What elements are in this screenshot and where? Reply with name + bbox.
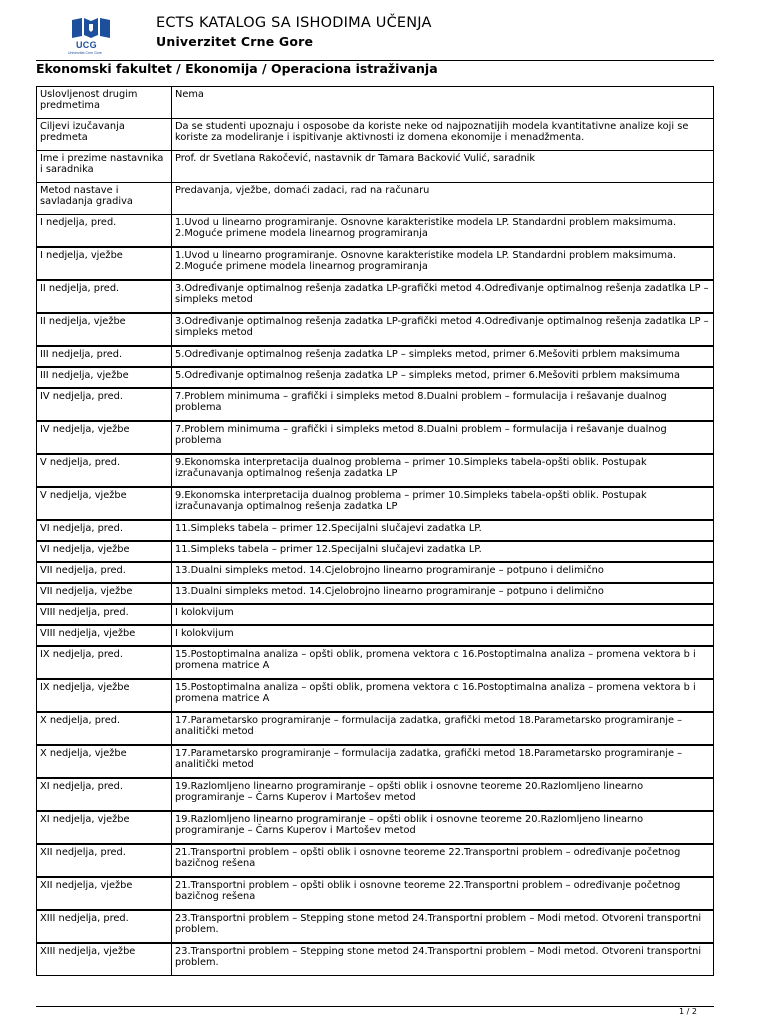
table-row [37,119,714,151]
row-value: 1.Uvod u linearno programiranje. Osnovne karakteristike modela LP. Standardni problem maksimuma. 2.Moguće primene modela linearnog programiranja [172,215,714,248]
row-value: 17.Parametarsko programiranje – formulacija zadatka, grafički metod 18.Parametarsko programiranje – analitički metod [172,712,714,745]
logo-text: UCG [76,40,97,50]
table-row [37,183,714,215]
table-row [37,280,714,313]
row-label: II nedjelja, vježbe [37,313,172,346]
row-label: IX nedjelja, vježbe [37,679,172,712]
row-label: Metod nastave i savladanja gradiva [37,183,172,215]
table-row [37,910,714,943]
row-label: I nedjelja, pred. [37,215,172,248]
table-row [37,583,714,604]
row-label: VII nedjelja, pred. [37,562,172,583]
row-value: 5.Određivanje optimalnog rešenja zadatka LP – simpleks metod, primer 6.Mešoviti prblem maksimuma [172,346,714,367]
table-row [37,712,714,745]
table-row [37,388,714,421]
row-label: Ime i prezime nastavnika i saradnika [37,151,172,183]
row-label: IX nedjelja, pred. [37,646,172,679]
table-row [37,487,714,520]
row-value: 17.Parametarsko programiranje – formulacija zadatka, grafički metod 18.Parametarsko programiranje – analitički metod [172,745,714,778]
table-row [37,646,714,679]
row-label: X nedjelja, pred. [37,712,172,745]
table-row [37,520,714,541]
row-value: 23.Transportni problem – Stepping stone metod 24.Transportni problem – Modi metod. Otvoreni transportni problem. [172,910,714,943]
row-label: XI nedjelja, vježbe [37,811,172,844]
row-value: 19.Razlomljeno linearno programiranje – opšti oblik i osnovne teoreme 20.Razlomljeno linearno programiranje – Čarns Kuperov i Martošev metod [172,778,714,811]
row-value: Nema [172,87,714,119]
row-label: VI nedjelja, pred. [37,520,172,541]
row-label: Uslovljenost drugim predmetima [37,87,172,119]
row-label: XIII nedjelja, vježbe [37,943,172,976]
table-row [37,562,714,583]
row-label: XII nedjelja, vježbe [37,877,172,910]
row-value: 5.Određivanje optimalnog rešenja zadatka LP – simpleks metod, primer 6.Mešoviti prblem maksimuma [172,367,714,388]
row-label: II nedjelja, pred. [37,280,172,313]
table-row [37,679,714,712]
row-label: VII nedjelja, vježbe [37,583,172,604]
university-logo [68,16,114,56]
row-label: XI nedjelja, pred. [37,778,172,811]
row-value: 13.Dualni simpleks metod. 14.Cjelobrojno linearno programiranje – potpuno i delimično [172,583,714,604]
row-label: I nedjelja, vježbe [37,247,172,280]
table-row [37,541,714,562]
row-value: 9.Ekonomska interpretacija dualnog problema – primer 10.Simpleks tabela-opšti oblik. Postupak izračunavanja optimalnog rešenja zadatka LP [172,487,714,520]
row-label: VI nedjelja, vježbe [37,541,172,562]
row-value: 7.Problem minimuma – grafički i simpleks metod 8.Dualni problem – formulacija i rešavanje dualnog problema [172,421,714,454]
row-value: 9.Ekonomska interpretacija dualnog problema – primer 10.Simpleks tabela-opšti oblik. Postupak izračunavanja optimalnog rešenja zadatka LP [172,454,714,487]
page-header [0,0,768,62]
table-row [37,844,714,877]
row-value: 1.Uvod u linearno programiranje. Osnovne karakteristike modela LP. Standardni problem maksimuma. 2.Moguće primene modela linearnog programiranja [172,247,714,280]
table-row [37,877,714,910]
row-value: 11.Simpleks tabela – primer 12.Specijalni slučajevi zadatka LP. [172,520,714,541]
logo-subtext: Univerzitet Crne Gore [68,51,102,55]
row-label: III nedjelja, pred. [37,346,172,367]
document-subtitle: Univerzitet Crne Gore [156,34,314,49]
row-value: 13.Dualni simpleks metod. 14.Cjelobrojno linearno programiranje – potpuno i delimično [172,562,714,583]
row-label: V nedjelja, pred. [37,454,172,487]
row-label: VIII nedjelja, pred. [37,604,172,625]
table-row [37,943,714,976]
table-row [37,778,714,811]
table-row [37,87,714,119]
breadcrumb: Ekonomski fakultet / Ekonomija / Operaciona istraživanja [36,61,438,76]
table-row [37,215,714,248]
row-label: X nedjelja, vježbe [37,745,172,778]
table-row [37,604,714,625]
row-value: 23.Transportni problem – Stepping stone metod 24.Transportni problem – Modi metod. Otvoreni transportni problem. [172,943,714,976]
row-label: IV nedjelja, pred. [37,388,172,421]
row-value: I kolokvijum [172,604,714,625]
table-row [37,247,714,280]
table-row [37,811,714,844]
row-value: 7.Problem minimuma – grafički i simpleks metod 8.Dualni problem – formulacija i rešavanje dualnog problema [172,388,714,421]
row-value: Prof. dr Svetlana Rakočević, nastavnik dr Tamara Backović Vulić, saradnik [172,151,714,183]
row-label: III nedjelja, vježbe [37,367,172,388]
row-label: V nedjelja, vježbe [37,487,172,520]
book-icon [68,16,114,40]
row-value: 21.Transportni problem – opšti oblik i osnovne teoreme 22.Transportni problem – određivanje početnog bazičnog rešena [172,877,714,910]
row-value: I kolokvijum [172,625,714,646]
table-row [37,151,714,183]
table-row [37,313,714,346]
table-row [37,745,714,778]
table-row [37,625,714,646]
row-value: Predavanja, vježbe, domaći zadaci, rad na računaru [172,183,714,215]
row-value: 3.Određivanje optimalnog rešenja zadatka LP-grafički metod 4.Određivanje optimalnog rešenja zadatlka LP – simpleks metod [172,280,714,313]
footer-divider [36,1006,714,1007]
row-label: XII nedjelja, pred. [37,844,172,877]
row-value: Da se studenti upoznaju i osposobe da koriste neke od najpoznatijih modela kvantitativne analize koji se koriste za modeliranje i ispitivanje aktivnosti iz domena ekonomije i menadžmenta. [172,119,714,151]
row-label: VIII nedjelja, vježbe [37,625,172,646]
table-row [37,421,714,454]
row-value: 3.Određivanje optimalnog rešenja zadatka LP-grafički metod 4.Određivanje optimalnog rešenja zadatlka LP – simpleks metod [172,313,714,346]
row-value: 21.Transportni problem – opšti oblik i osnovne teoreme 22.Transportni problem – određivanje početnog bazičnog rešena [172,844,714,877]
page-number: 1 / 2 [679,1007,697,1016]
table-row [37,454,714,487]
row-value: 15.Postoptimalna analiza – opšti oblik, promena vektora c 16.Postoptimalna analiza – promena vektora b i promena matrice A [172,646,714,679]
row-value: 15.Postoptimalna analiza – opšti oblik, promena vektora c 16.Postoptimalna analiza – promena vektora b i promena matrice A [172,679,714,712]
document-title: ECTS KATALOG SA ISHODIMA UČENJA [156,15,432,31]
table-row [37,346,714,367]
row-label: Ciljevi izučavanja predmeta [37,119,172,151]
row-value: 19.Razlomljeno linearno programiranje – opšti oblik i osnovne teoreme 20.Razlomljeno linearno programiranje – Čarns Kuperov i Martošev metod [172,811,714,844]
row-label: IV nedjelja, vježbe [37,421,172,454]
table-row [37,367,714,388]
row-value: 11.Simpleks tabela – primer 12.Specijalni slučajevi zadatka LP. [172,541,714,562]
row-label: XIII nedjelja, pred. [37,910,172,943]
course-catalog-table [36,86,714,976]
